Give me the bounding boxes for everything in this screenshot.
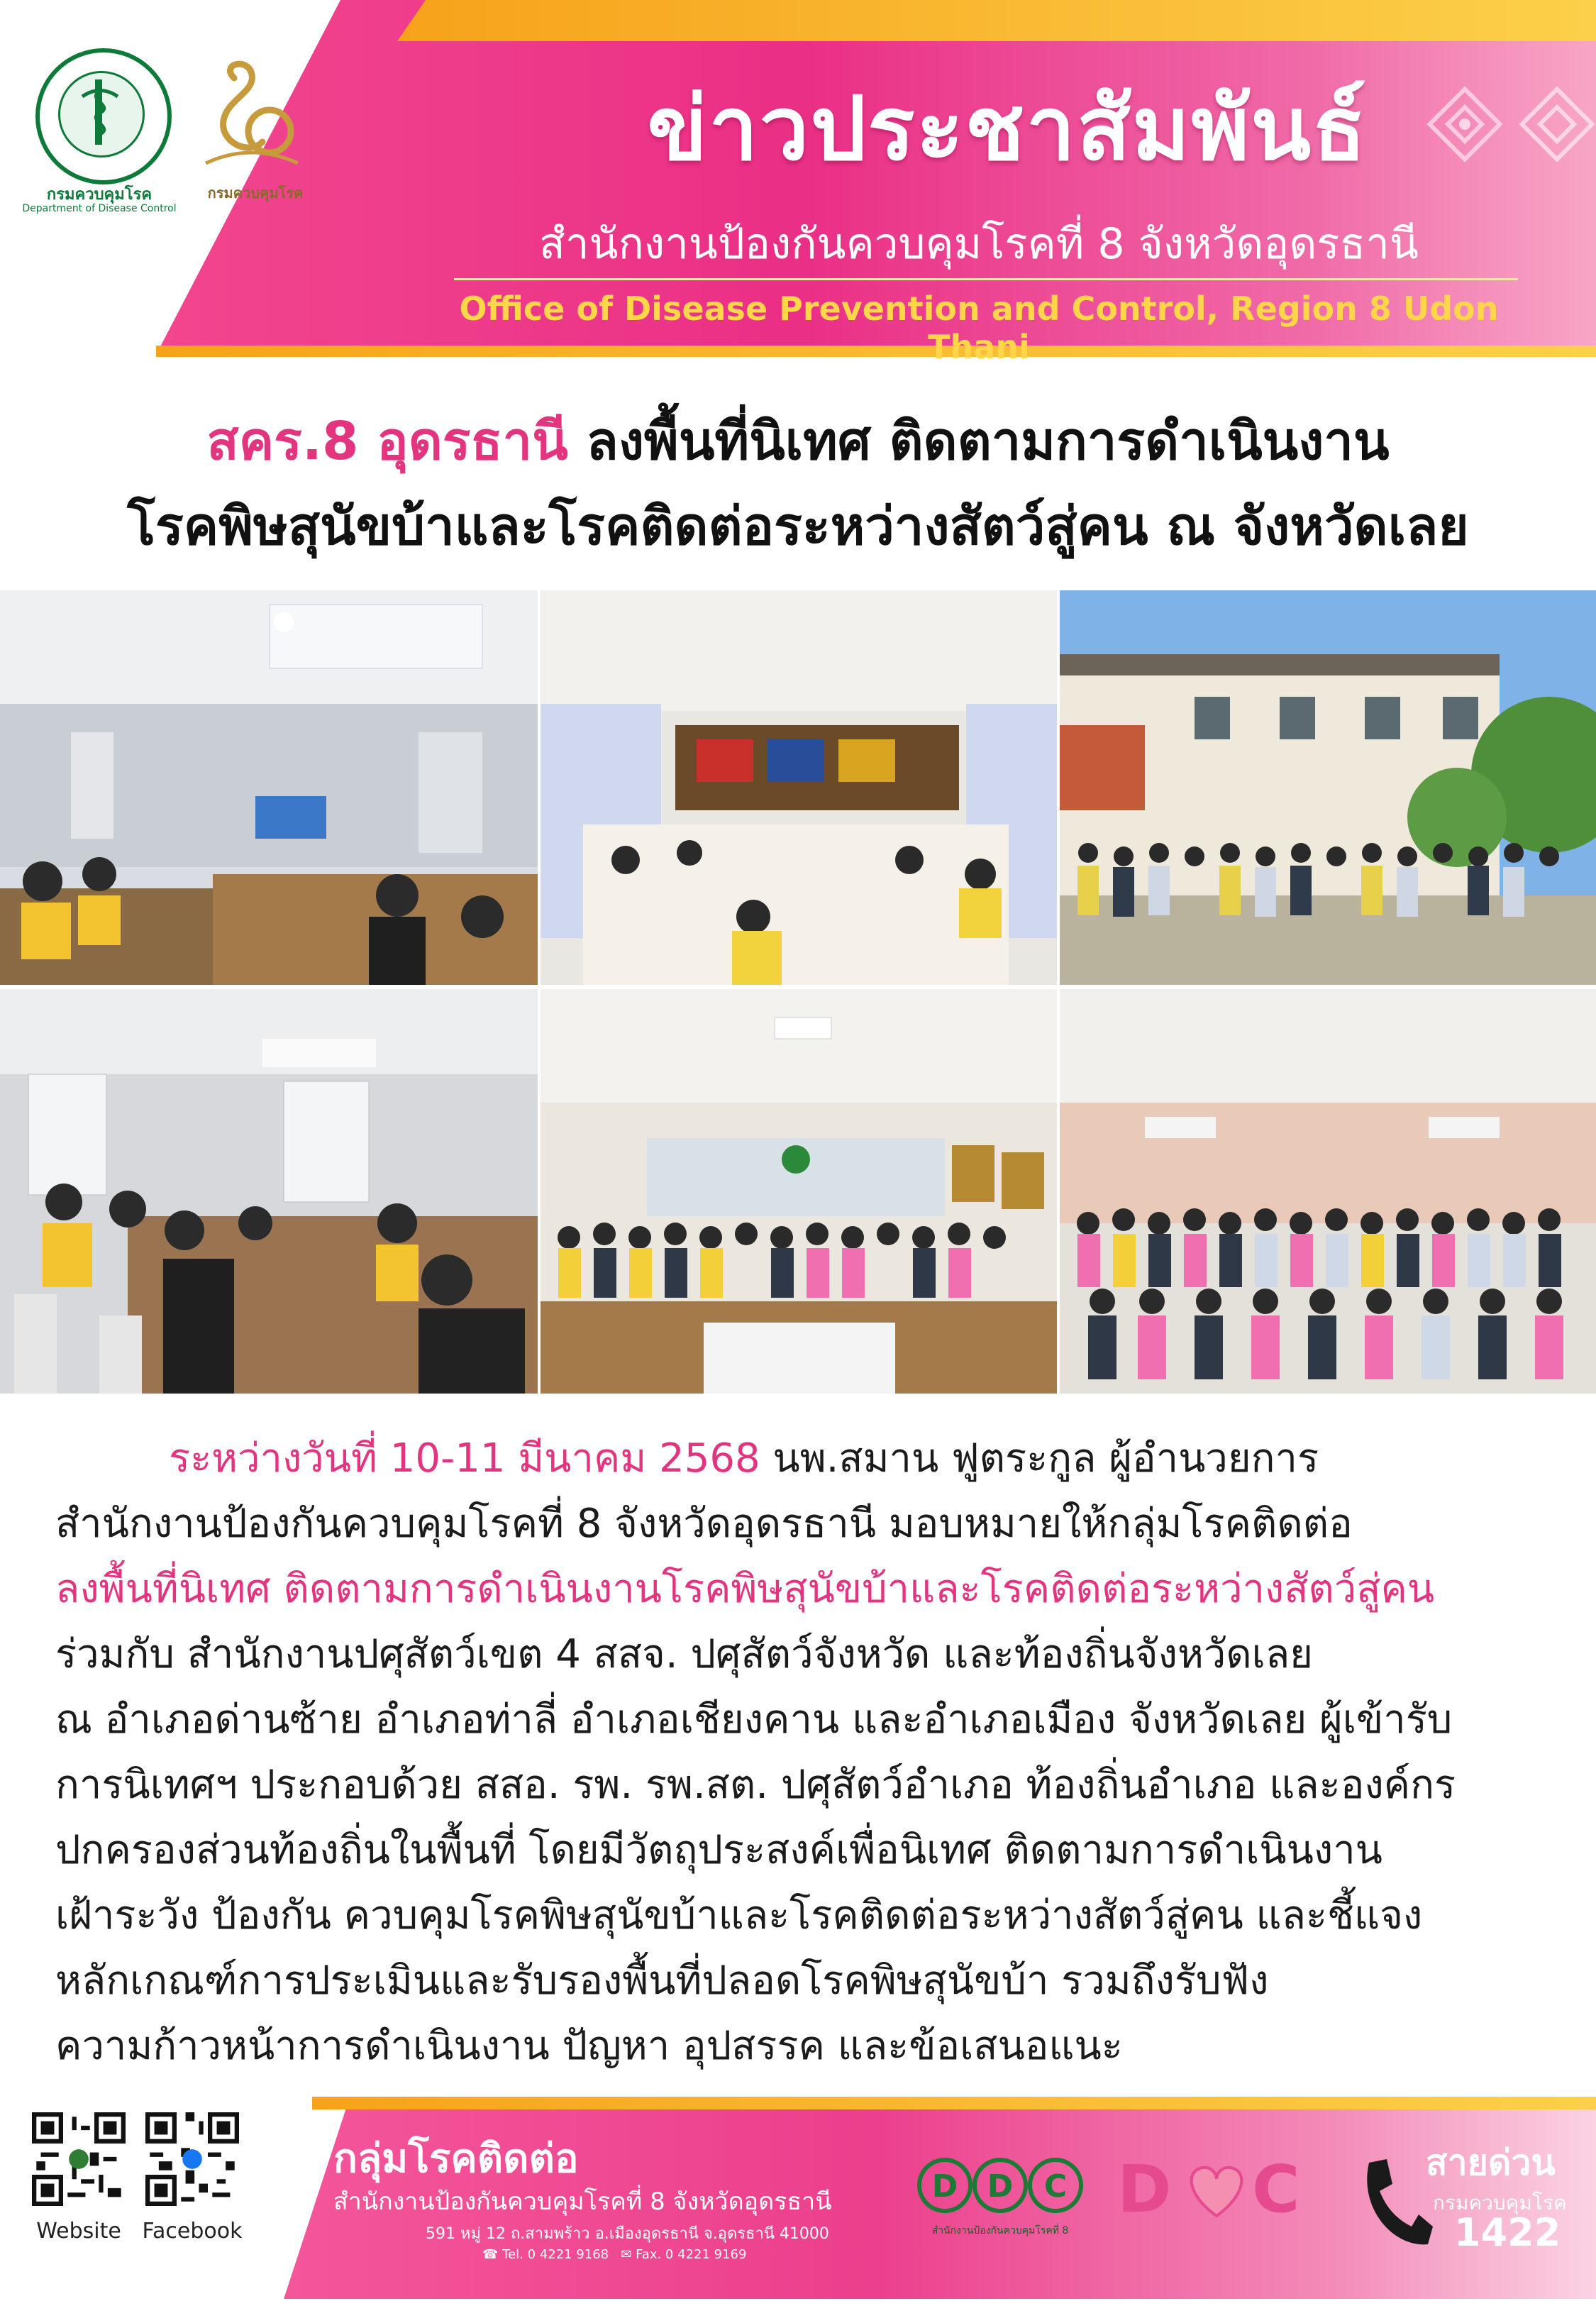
headline-line1: ลงพื้นที่นิเทศ ติดตามการดำเนินงาน — [567, 411, 1390, 472]
logo-label: กรมควบคุมโรค — [46, 186, 153, 204]
moph-logo — [35, 48, 172, 184]
facebook-qr-icon[interactable] — [145, 2112, 239, 2206]
photo-group-indoor-2 — [1060, 989, 1596, 1394]
body-date: ระหว่างวันที่ 10-11 มีนาคม 2568 — [169, 1435, 760, 1482]
body-line: ร่วมกับ สำนักงานปศุสัตว์เขต 4 สสจ. ปศุสัตว์จังหวัด และท้องถิ่นจังหวัดเลย — [55, 1631, 1313, 1677]
footer-gold-strip — [312, 2097, 1596, 2109]
svg-text:D: D — [931, 2168, 958, 2205]
divider — [454, 278, 1518, 280]
logo-sublabel: Department of Disease Control — [22, 203, 177, 214]
website-qr-icon[interactable] — [32, 2112, 126, 2206]
headline-highlight: สคร.8 อุดรธานี — [206, 411, 568, 472]
ddc-logo-icon — [915, 2153, 1085, 2217]
qr-facebook-label: Facebook — [142, 2219, 243, 2244]
footer-group-name: กลุ่มโรคติดต่อ — [333, 2136, 579, 2182]
ddc-caption: สำนักงานป้องกันควบคุมโรคที่ 8 — [931, 2225, 1069, 2236]
news-body — [55, 1426, 1544, 2079]
headline-line2: โรคพิษสุนัขบ้าและโรคติดต่อระหว่างสัตว์สู่คน ณ จังหวัดเลย — [127, 496, 1469, 557]
body-line — [55, 1426, 1544, 1491]
body-line: การนิเทศฯ ประกอบด้วย สสอ. รพ. รพ.สต. ปศุสัตว์อำเภอ ท้องถิ่นอำเภอ และองค์กร — [55, 1762, 1456, 1808]
footer-fax: Fax. 0 4221 9169 — [636, 2247, 747, 2262]
photo-group-outdoor — [1060, 590, 1596, 985]
body-line: ความก้าวหน้าการดำเนินงาน ปัญหา อุปสรรค และข้อเสนอแนะ — [55, 2023, 1123, 2069]
photo-group-indoor-1 — [541, 989, 1057, 1394]
header-gold-strip — [397, 0, 1596, 41]
phone-handset-icon — [1351, 2152, 1436, 2251]
body-line: เฝ้าระวัง ป้องกัน ควบคุมโรคพิษสุนัขบ้าและโรคติดต่อระหว่างสัตว์สู่คน และชี้แจง — [55, 1892, 1423, 1938]
svg-text:D: D — [987, 2168, 1014, 2205]
body-line-highlight: ลงพื้นที่นิเทศ ติดตามการดำเนินงานโรคพิษสุนัขบ้าและโรคติดต่อระหว่างสัตว์สู่คน — [55, 1566, 1435, 1612]
fax-icon: ✉ — [612, 2247, 636, 2262]
hotline-number[interactable]: 1422 — [1454, 2210, 1561, 2255]
footer-office-name: สำนักงานป้องกันควบคุมโรคที่ 8 จังหวัดอุดรธานี — [333, 2188, 832, 2216]
body-line: ณ อำเภอด่านซ้าย อำเภอท่าลี่ อำเภอเชียงคาน และอำเภอเมือง จังหวัดเลย ผู้เข้ารับ — [55, 1697, 1453, 1743]
phone-icon: ☎ — [482, 2247, 503, 2262]
thai-ornament-icon — [1504, 71, 1596, 177]
photo-meeting-room — [0, 590, 538, 985]
news-headline — [0, 399, 1596, 569]
page-title: ข่าวประชาสัมพันธ์ — [647, 78, 1368, 180]
doc-logo-icon — [1117, 2153, 1316, 2224]
footer-contact — [482, 2247, 746, 2262]
hotline-label: สายด่วน — [1426, 2142, 1556, 2183]
caduceus-icon — [68, 81, 132, 145]
photo-meeting-closeup — [0, 989, 538, 1394]
header-banner — [0, 0, 1596, 366]
footer-address: 591 หมู่ 12 ถ.สามพร้าว อ.เมืองอุดรธานี จ.อุดรธานี 41000 — [426, 2225, 829, 2243]
footer-tel: Tel. 0 4221 9168 — [502, 2247, 609, 2262]
office-name-en: Office of Disease Prevention and Control, Region 8 Udon Thani — [459, 289, 1499, 366]
photo-conference-hall — [541, 590, 1057, 985]
body-line: ปกครองส่วนท้องถิ่นในพื้นที่ โดยมีวัตถุประสงค์เพื่อนิเทศ ติดตามการดำเนินงาน — [55, 1827, 1382, 1873]
body-text: นพ.สมาน ฟูตระกูล ผู้อำนวยการ — [760, 1435, 1319, 1482]
logo-label: กรมควบคุมโรค — [207, 184, 304, 202]
footer-banner — [0, 2097, 1596, 2306]
qr-website-label: Website — [36, 2219, 121, 2244]
body-line: หลักเกณฑ์การประเมินและรับรองพื้นที่ปลอดโรคพิษสุนัขบ้า รวมถึงรับฟัง — [55, 1958, 1269, 2004]
body-line: สำนักงานป้องกันควบคุมโรคที่ 8 จังหวัดอุดรธานี มอบหมายให้กลุ่มโรคติดต่อ — [55, 1501, 1353, 1547]
anniversary-logo-icon — [192, 57, 312, 177]
svg-text:D: D — [1117, 2153, 1172, 2224]
svg-text:C: C — [1252, 2153, 1300, 2224]
hotline-org: กรมควบคุมโรค — [1433, 2191, 1567, 2214]
office-name-th: สำนักงานป้องกันควบคุมโรคที่ 8 จังหวัดอุดรธานี — [539, 219, 1419, 269]
svg-text:C: C — [1043, 2168, 1068, 2205]
photo-collage — [0, 590, 1596, 1394]
